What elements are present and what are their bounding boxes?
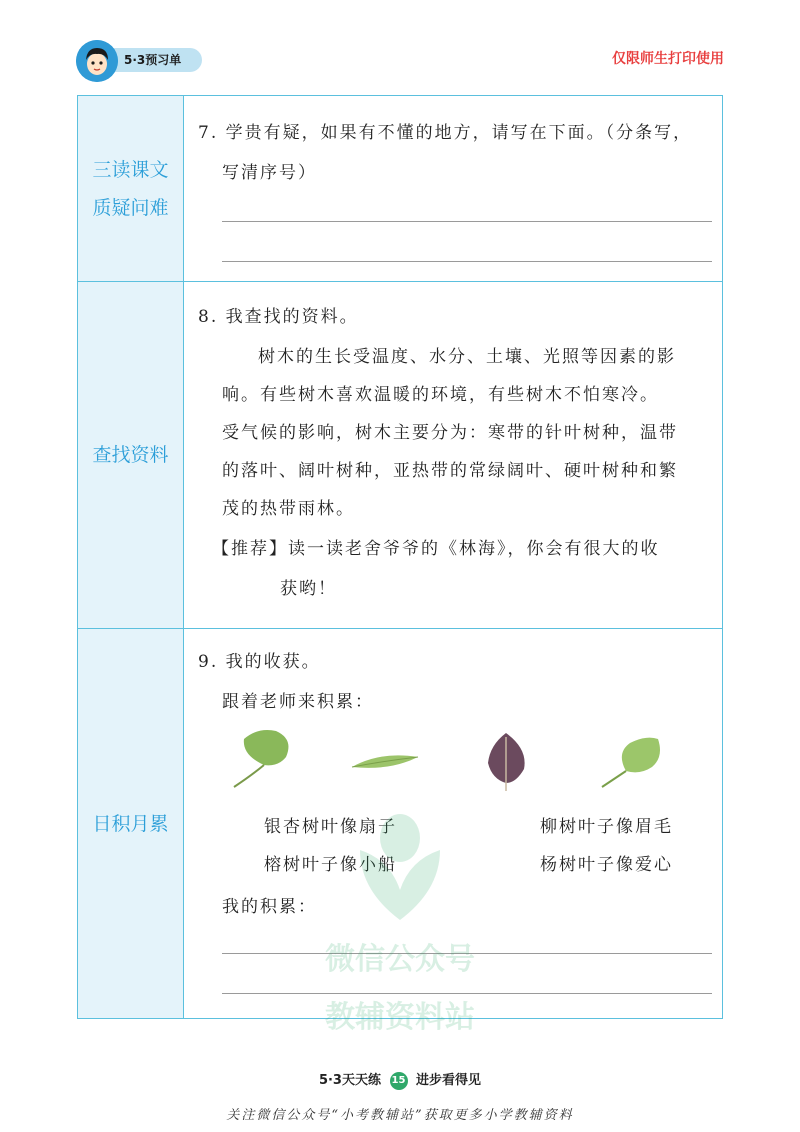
question-8-text: 8. 我查找的资料。 xyxy=(198,307,359,327)
willow-leaf-icon xyxy=(350,751,420,773)
row-question-7 xyxy=(78,96,722,282)
paragraph-line: 茂的热带雨林。 xyxy=(222,499,355,519)
leaf-simile-ginkgo: 银杏树叶像扇子 xyxy=(264,817,397,837)
leaf-simile-willow: 柳树叶子像眉毛 xyxy=(540,817,673,837)
print-notice: 仅限师生打印使用 xyxy=(612,51,724,67)
header-badge-label: 5·3预习单 xyxy=(100,48,202,72)
row-question-8 xyxy=(78,282,722,629)
paragraph-line: 响。有些树木喜欢温暖的环境，有些树木不怕寒冷。 xyxy=(222,385,659,405)
ginkgo-leaf-icon xyxy=(228,725,298,791)
section-label xyxy=(78,96,184,281)
page-number: 15 xyxy=(390,1072,408,1090)
accumulate-intro: 跟着老师来积累： xyxy=(222,692,374,712)
question-7-text-cont: 写清序号） xyxy=(222,163,317,183)
paragraph-line: 树木的生长受温度、水分、土壤、光照等因素的影 xyxy=(258,347,676,367)
leaf-simile-poplar: 杨树叶子像爱心 xyxy=(540,855,673,875)
question-9-text: 9. 我的收获。 xyxy=(198,652,321,672)
footer-slogan: 进步看得见 xyxy=(416,1073,482,1088)
mascot-avatar-icon xyxy=(76,40,118,82)
answer-line-2[interactable] xyxy=(222,261,712,262)
row-question-9 xyxy=(78,629,722,1018)
banyan-leaf-icon xyxy=(484,729,530,793)
recommend-line: 【推荐】读一读老舍爷爷的《林海》，你会有很大的收 xyxy=(212,539,660,559)
section-label: 查找资料 xyxy=(78,282,184,628)
watermark-line1: 微信公众号 xyxy=(325,942,475,977)
question-7-text: 7. 学贵有疑，如果有不懂的地方，请写在下面。（分条写， xyxy=(198,123,693,143)
section-label: 日积月累 xyxy=(78,629,184,1018)
section-content xyxy=(184,629,722,1018)
answer-line-2[interactable] xyxy=(222,993,712,994)
paragraph-line: 的落叶、阔叶树种，亚热带的常绿阔叶、硬叶树种和繁 xyxy=(222,461,678,481)
section-label-line1: 三读课文 xyxy=(92,158,169,181)
answer-line-1[interactable] xyxy=(222,221,712,222)
recommend-line-cont: 获哟！ xyxy=(280,579,337,599)
footer-brand: 5·3天天练 xyxy=(318,1073,381,1088)
paragraph-line: 受气候的影响，树木主要分为：寒带的针叶树种，温带 xyxy=(222,423,678,443)
section-content xyxy=(184,282,722,628)
worksheet-table xyxy=(77,95,723,1019)
page-footer xyxy=(0,1069,800,1090)
promo-text: 关注微信公众号“小考教辅站”获取更多小学教辅资料 xyxy=(226,1108,574,1123)
leaf-simile-banyan: 榕树叶子像小船 xyxy=(264,855,397,875)
watermark-line2: 教辅资料站 xyxy=(325,1000,475,1035)
section-label-line2: 质疑问难 xyxy=(92,196,169,219)
poplar-leaf-icon xyxy=(596,733,666,793)
my-accumulation-label: 我的积累： xyxy=(222,897,317,917)
answer-line-1[interactable] xyxy=(222,953,712,954)
section-content xyxy=(184,96,722,281)
